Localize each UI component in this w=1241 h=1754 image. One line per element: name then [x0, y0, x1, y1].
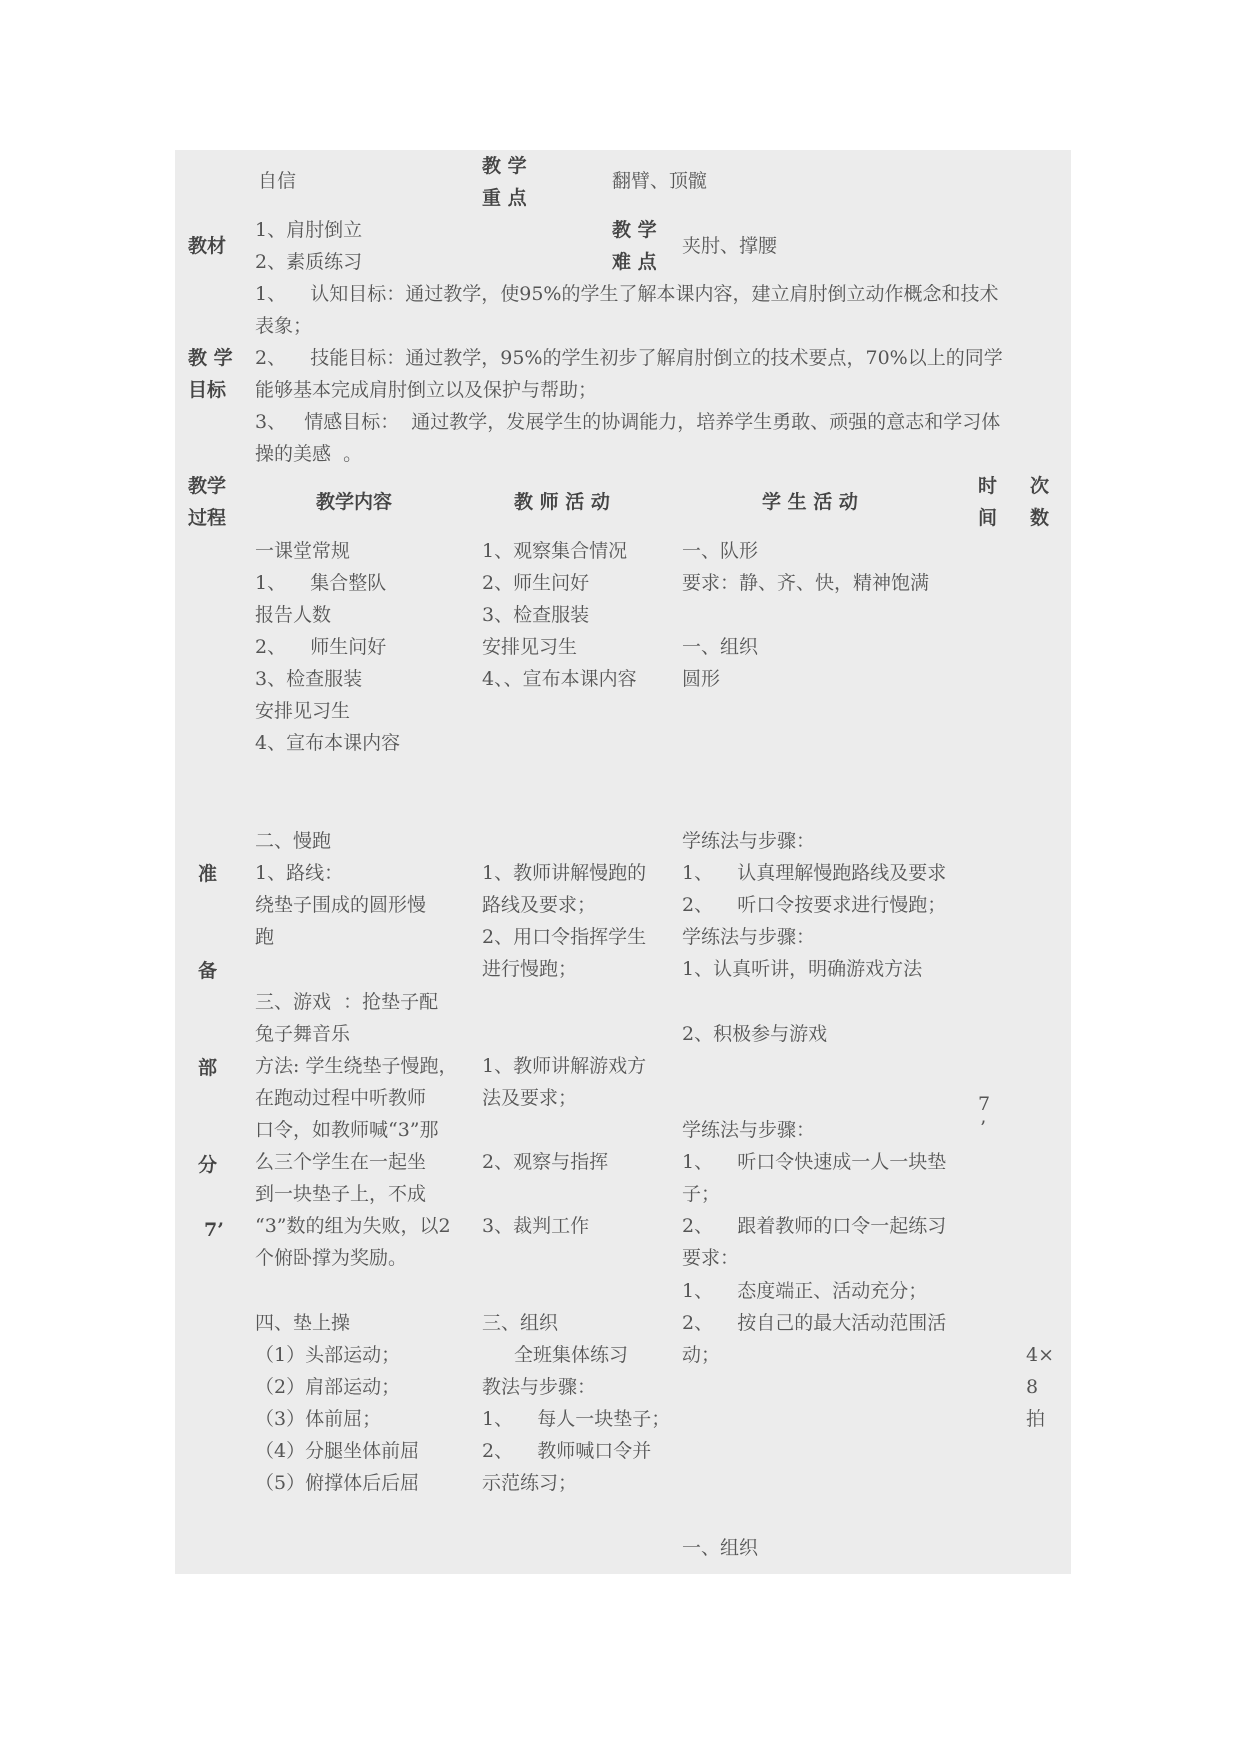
count-header-2: 数	[1030, 507, 1050, 529]
process-label-1: 教学	[188, 475, 227, 497]
goal-1-line-1: 1、 认知目标：通过教学，使95%的学生了解本课内容，建立肩肘倒立动作概念和技术	[255, 283, 999, 305]
content-line: 报告人数	[255, 604, 332, 626]
goals-label-1: 教 学	[188, 347, 233, 369]
student-line: 要求：	[682, 1247, 740, 1269]
count-value-2: 8	[1026, 1376, 1039, 1398]
teacher-line: 2、 教师喊口令并	[482, 1440, 652, 1462]
goal-2-line-1: 2、 技能目标：通过教学，95%的学生初步了解肩肘倒立的技术要点，70%以上的同学	[255, 347, 1003, 369]
student-line: 要求：静、齐、快，精神饱满	[682, 572, 930, 594]
difficulty-value: 夹肘、撑腰	[682, 235, 778, 257]
content-line: 个俯卧撑为奖励。	[255, 1247, 408, 1269]
key-point-value: 翻臂、顶髋	[612, 170, 708, 192]
content-line: 2、 师生问好	[255, 636, 387, 658]
goal-1-line-2: 表象；	[255, 315, 313, 337]
content-line: 方法: 学生绕垫子慢跑，	[255, 1055, 458, 1077]
teacher-line: 2、用口令指挥学生	[482, 926, 647, 948]
content-line: 口令，如教师喊“3”那	[255, 1119, 439, 1141]
student-line: 圆形	[682, 668, 721, 690]
teacher-header: 教 师 活 动	[514, 491, 610, 513]
goal-3-line-2: 操的美感 。	[255, 443, 363, 465]
teacher-line: 安排见习生	[482, 636, 578, 658]
content-line: 绕垫子围成的圆形慢	[255, 894, 427, 916]
content-line: 4、宣布本课内容	[255, 732, 401, 754]
student-line: 1、 听口令快速成一人一块垫	[682, 1151, 947, 1173]
student-line: 2、 听口令按要求进行慢跑；	[682, 894, 947, 916]
student-line: 1、 认真理解慢跑路线及要求	[682, 862, 947, 884]
content-line: “3”数的组为失败，以2	[255, 1215, 451, 1237]
teacher-line: 1、教师讲解游戏方	[482, 1055, 647, 1077]
content-line: （4）分腿坐体前屈	[255, 1440, 420, 1462]
content-line: 四、垫上操	[255, 1312, 351, 1334]
time-header-2: 间	[978, 507, 998, 529]
row1-left: 自信	[258, 170, 297, 192]
content-line: （3）体前屈；	[255, 1408, 382, 1430]
student-line: 子；	[682, 1183, 721, 1205]
count-header-1: 次	[1030, 475, 1050, 497]
section-char-2: 备	[198, 960, 218, 982]
key-point-label-2: 重 点	[482, 187, 527, 209]
teacher-line: 2、观察与指挥	[482, 1151, 609, 1173]
content-line: 3、检查服装	[255, 668, 363, 690]
teacher-line: 4、、宣布本课内容	[482, 668, 637, 690]
content-line: 三、游戏 ：抢垫子配	[255, 991, 439, 1013]
content-line: 1、路线：	[255, 862, 344, 884]
count-value-3: 拍	[1026, 1408, 1046, 1430]
content-header: 教学内容	[316, 491, 393, 513]
content-line: 兔子舞音乐	[255, 1023, 351, 1045]
goal-3-line-1: 3、 情感目标： 通过教学，发展学生的协调能力，培养学生勇敢、顽强的意志和学习体	[255, 411, 1001, 433]
key-point-label-1: 教 学	[482, 155, 527, 177]
section-time: 7’	[204, 1219, 224, 1241]
student-header: 学 生 活 动	[762, 491, 858, 513]
teacher-line: 进行慢跑；	[482, 958, 578, 980]
student-line: 一、队形	[682, 540, 759, 562]
teacher-line: 3、检查服装	[482, 604, 590, 626]
content-line: 跑	[255, 926, 275, 948]
content-line: 安排见习生	[255, 700, 351, 722]
content-line: 到一块垫子上，不成	[255, 1183, 427, 1205]
difficulty-label-2: 难 点	[612, 251, 657, 273]
student-line: 动；	[682, 1344, 721, 1366]
student-line: 一、组织	[682, 1537, 759, 1559]
teacher-line: 路线及要求；	[482, 894, 597, 916]
count-value-1: 4×	[1026, 1344, 1055, 1366]
content-line: （1）头部运动；	[255, 1344, 401, 1366]
teacher-line: 1、 每人一块垫子；	[482, 1408, 671, 1430]
section-char-4: 分	[198, 1154, 218, 1176]
student-line: 1、认真听讲，明确游戏方法	[682, 958, 923, 980]
student-line: 学练法与步骤：	[682, 830, 816, 852]
time-header-1: 时	[978, 475, 998, 497]
materials-label: 教材	[188, 235, 227, 257]
content-line: （2）肩部运动；	[255, 1376, 401, 1398]
content-line: 在跑动过程中听教师	[255, 1087, 427, 1109]
teacher-line: 教法与步骤：	[482, 1376, 597, 1398]
teacher-line: 1、观察集合情况	[482, 540, 628, 562]
student-line: 2、 跟着教师的口令一起练习	[682, 1215, 947, 1237]
teacher-line: 三、组织	[482, 1312, 559, 1334]
content-line: 二、慢跑	[255, 830, 332, 852]
time-value: 7	[978, 1093, 991, 1115]
student-line: 2、积极参与游戏	[682, 1023, 828, 1045]
student-line: 2、 按自己的最大活动范围活	[682, 1312, 947, 1334]
student-line: 学练法与步骤：	[682, 926, 816, 948]
student-line: 学练法与步骤：	[682, 1119, 816, 1141]
materials-item-1: 1、肩肘倒立	[255, 219, 363, 241]
materials-item-2: 2、素质练习	[255, 251, 363, 273]
content-line: 1、 集合整队	[255, 572, 387, 594]
content-line: 一课堂常规	[255, 540, 351, 562]
teacher-line: 3、裁判工作	[482, 1215, 590, 1237]
content-line: 么三个学生在一起坐	[255, 1151, 427, 1173]
time-mark: ’	[980, 1117, 987, 1139]
teacher-line: 1、教师讲解慢跑的	[482, 862, 647, 884]
goal-2-line-2: 能够基本完成肩肘倒立以及保护与帮助；	[255, 379, 598, 401]
section-char-3: 部	[198, 1057, 218, 1079]
difficulty-label-1: 教 学	[612, 219, 657, 241]
teacher-line: 法及要求；	[482, 1087, 578, 1109]
process-label-2: 过程	[188, 507, 227, 529]
section-char-1: 准	[198, 863, 218, 885]
teacher-line: 示范练习；	[482, 1472, 578, 1494]
goals-label-2: 目标	[188, 379, 227, 401]
content-line: （5）俯撑体后后屈	[255, 1472, 420, 1494]
student-line: 一、组织	[682, 636, 759, 658]
teacher-line: 2、师生问好	[482, 572, 590, 594]
student-line: 1、 态度端正、活动充分；	[682, 1280, 928, 1302]
teacher-line: 全班集体练习	[514, 1344, 629, 1366]
